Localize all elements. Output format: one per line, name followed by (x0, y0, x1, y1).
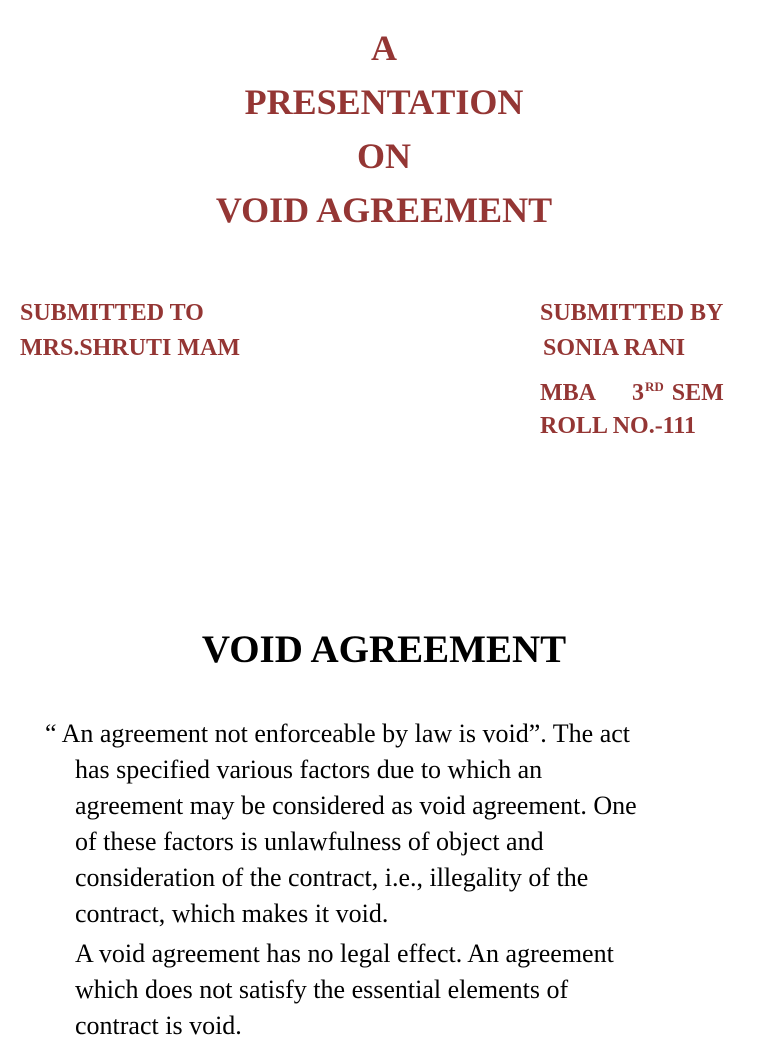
paragraph-1 (45, 716, 735, 932)
slide-heading: VOID AGREEMENT (201, 628, 567, 671)
paragraph-1-line: contract, which makes it void. (75, 899, 389, 928)
title-line-4: VOID AGREEMENT (215, 190, 553, 230)
semester-label: SEM (671, 380, 724, 406)
submitted-by-label: SUBMITTED BY (540, 300, 724, 326)
program-text: MBA (540, 380, 596, 406)
paragraph-2 (45, 936, 735, 1044)
paragraph-1-line: “ An agreement not enforceable by law is void”. The act (45, 719, 631, 748)
paragraph-2-line: A void agreement has no legal effect. An agreement (75, 939, 614, 968)
semester-number: 3 (632, 380, 644, 406)
paragraph-1-line: consideration of the contract, i.e., illegality of the (75, 863, 589, 892)
paragraph-2-line: which does not satisfy the essential elements of (75, 975, 569, 1004)
submitted-to-name: MRS.SHRUTI MAM (20, 335, 240, 361)
paragraph-2-line: contract is void. (75, 1011, 242, 1040)
title-line-1: A (371, 28, 397, 68)
submitted-to-label: SUBMITTED TO (20, 300, 204, 326)
roll-number: ROLL NO.-111 (540, 413, 697, 439)
title-line-2: PRESENTATION (244, 82, 524, 122)
submitted-by-name: SONIA RANI (543, 335, 686, 361)
semester-line (540, 373, 724, 407)
semester-suffix: RD (645, 379, 664, 394)
paragraph-1-line: agreement may be considered as void agreement. One (75, 791, 637, 820)
paragraph-1-line: has specified various factors due to which an (75, 755, 543, 784)
title-line-3: ON (357, 136, 411, 176)
content-slide (0, 576, 768, 1040)
paragraph-1-line: of these factors is unlawfulness of object and (75, 827, 544, 856)
